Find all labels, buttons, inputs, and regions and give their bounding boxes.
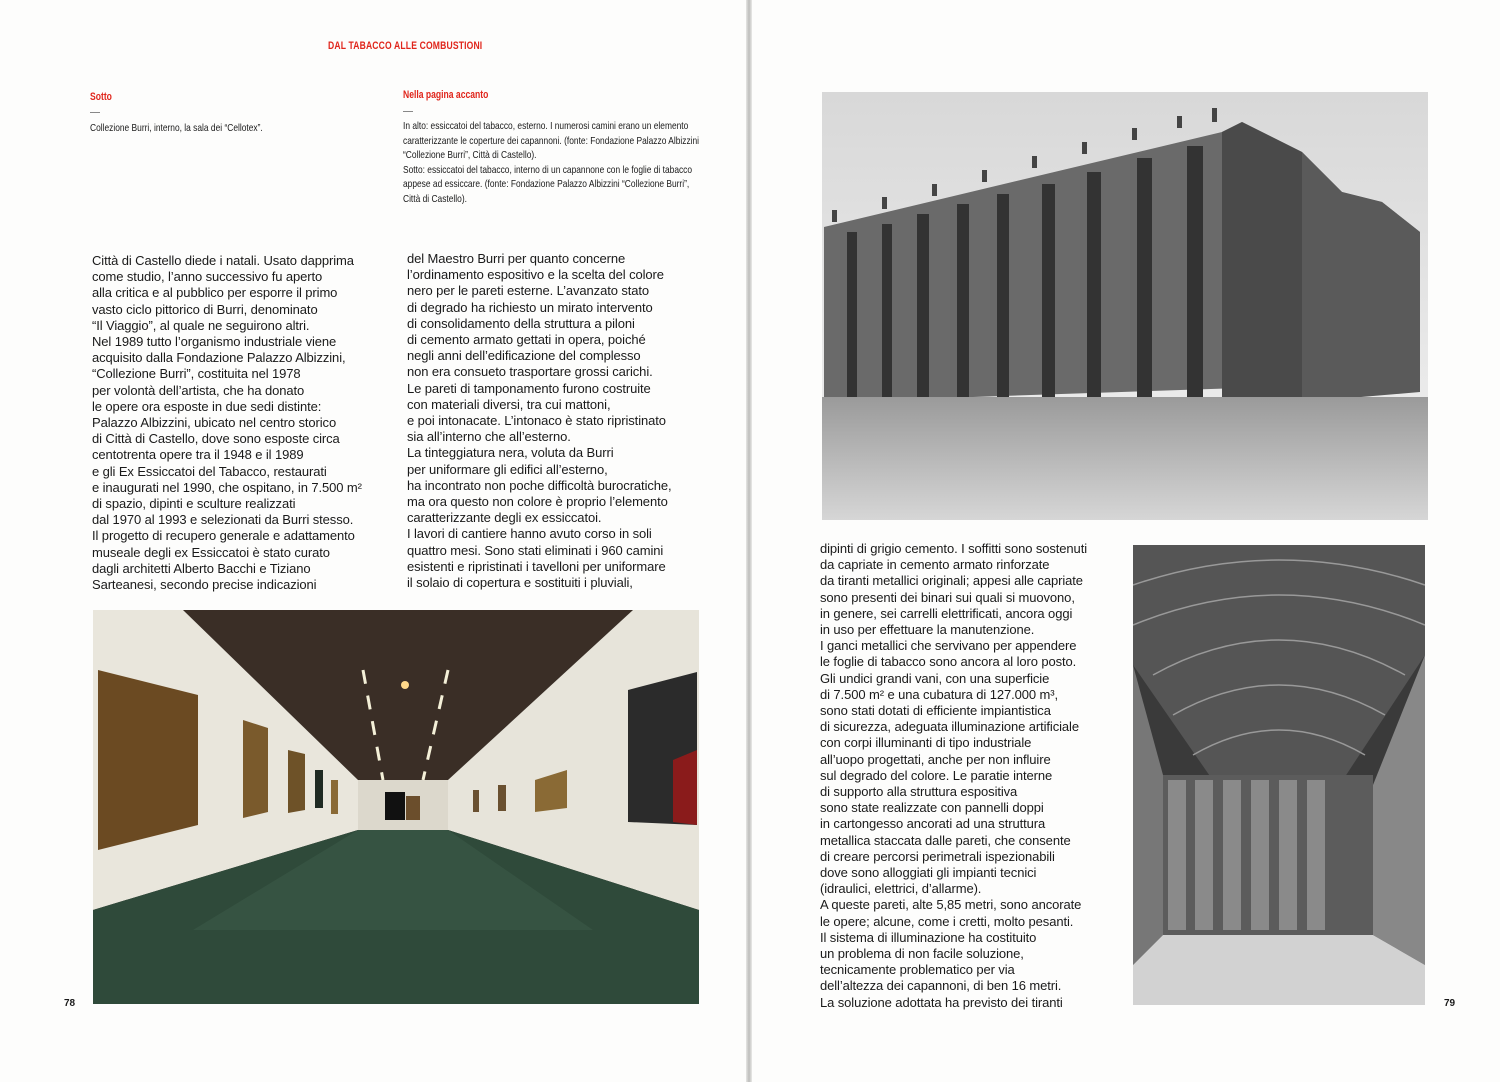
left-page (0, 0, 748, 1082)
caption-right-heading: Nella pagina accanto (403, 89, 489, 101)
page-number-right: 79 (1444, 998, 1456, 1009)
photo-gallery-interior (93, 610, 699, 1004)
caption-right-text: In alto: essiccatoi del tabacco, esterno. I numerosi camini erano un elemento caratterizzante le coperture dei capannoni. (fonte: Fondazione Palazzo Albizzini “Collezione Burri”, Città di Castello). Sotto: essiccatoi del tabacco, interno di un capannone con le foglie di tabacco appese ad essiccare. (fonte: Fondazione Palazzo Albizzini “Collezione Burri”, Città di Castello). (403, 120, 700, 205)
right-page (752, 0, 1500, 1082)
body-column-3: dipinti di grigio cemento. I soffitti sono sostenuti da capriate in cemento armato rinforzate da tiranti metallici originali; appesi alle capriate sono presenti dei binari sui quali si muovono, in genere, sei carrelli elettrificati, ancora oggi in uso per effettuare la manutenzione. I ganci metallici che servivano per appendere le foglie di tabacco sono ancora al loro posto. Gli undici grandi vani, con una superficie di 7.500 m² e una cubatura di 127.000 m³, sono stati dotati di efficiente impiantistica di sicurezza, adeguata illuminazione artificiale con corpi illuminanti di tipo industriale all’uopo progettati, anche per non influire sul degrado del colore. Le paratie interne di supporto alla struttura espositiva sono state realizzate con pannelli doppi in cartongesso ancorati ad una struttura metallica staccata dalle pareti, che consente di creare percorsi perimetrali ispezionabili dove sono alloggiati gli impianti tecnici (idraulici, elettrici, d’allarme). A queste pareti, alte 5,85 metri, sono ancorate le opere; alcune, come i cretti, molto pesanti. Il sistema di illuminazione ha costituito un problema di non facile soluzione, tecnicamente problematico per via dell’altezza dei capannoni, di ben 16 metri. La soluzione adottata ha previsto dei tiranti (820, 541, 1087, 1010)
caption-divider (403, 111, 413, 112)
body-column-2: del Maestro Burri per quanto concerne l’ordinamento espositivo e la scelta del colore nero per le pareti esterne. L’avanzato stato di degrado ha richiesto un mirato intervento di consolidamento della struttura a piloni di cemento armato gettati in opera, poiché negli anni dell’edificazione del complesso non era consueto trasportare grossi carichi. Le pareti di tamponamento furono costruite con materiali diversi, tra cui mattoni, e poi intonacate. L’intonaco è stato ripristinato sia all’interno che all’esterno. La tinteggiatura nera, voluta da Burri per uniformare gli edifici all’esterno, ha incontrato non poche difficoltà burocratiche, ma ora questo non colore è proprio l’elemento caratterizzante degli ex essiccatoi. I lavori di cantiere hanno avuto corso in soli quattro mesi. Sono stati eliminati i 960 camini esistenti e ripristinati i tavelloni per uniformare il solaio di copertura e sostituiti i pluviali, (407, 251, 672, 591)
caption-divider (90, 112, 100, 113)
body-column-1: Città di Castello diede i natali. Usato dapprima come studio, l’anno successivo fu aperto alla critica e al pubblico per esporre il primo vasto ciclo pittorico di Burri, denominato “Il Viaggio”, al quale ne seguirono altri. Nel 1989 tutto l’organismo industriale viene acquisito dalla Fondazione Palazzo Albizzini, “Collezione Burri”, costituita nel 1978 per volontà dell’artista, che ha donato le opere ora esposte in due sedi distinte: Palazzo Albizzini, ubicato nel centro storico di Città di Castello, dove sono esposte circa centotrenta opere tra il 1948 e il 1989 e gli Ex Essiccatoi del Tabacco, restaurati e inaugurati nel 1990, che ospitano, in 7.500 m² di spazio, dipinti e sculture realizzati dal 1970 al 1993 e selezionati da Burri stesso. Il progetto di recupero generale e adattamento museale degli ex Essiccatoi è stato curato dagli architetti Alberto Bacchi e Tiziano Sarteanesi, secondo precise indicazioni (92, 253, 362, 593)
caption-left-heading: Sotto (90, 91, 112, 103)
photo-tobacco-dryers-interior (1133, 545, 1425, 1005)
photo-tobacco-dryers-exterior (822, 92, 1428, 520)
running-title: DAL TABACCO ALLE COMBUSTIONI (328, 40, 483, 52)
page-number-left: 78 (64, 998, 76, 1009)
caption-left-text: Collezione Burri, interno, la sala dei “Cellotex”. (90, 122, 263, 134)
